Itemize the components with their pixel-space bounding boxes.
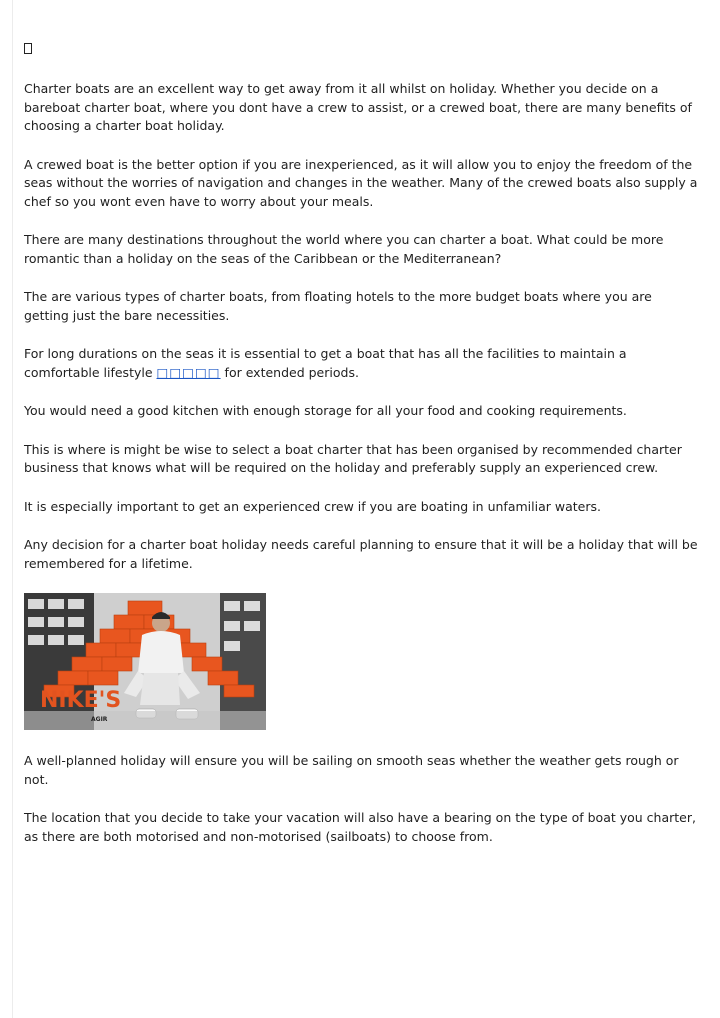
paragraph-9: Any decision for a charter boat holiday needs careful planning to ensure that it will be a holiday that will be remembered for a lifetime. xyxy=(24,537,698,571)
paragraph-4: The are various types of charter boats, from floating hotels to the more budget boats where you are getting just the bare necessities. xyxy=(24,289,652,323)
paragraph-10: A well-planned holiday will ensure you will be sailing on smooth seas whether the weather gets rough or not. xyxy=(24,753,679,787)
link-paragraph-after: for extended periods. xyxy=(220,364,359,380)
image-subtitle-text: AGIR xyxy=(91,716,108,723)
paragraph-2: A crewed boat is the better option if you are inexperienced, as it will allow you to enjoy the freedom of the seas without the worries of navigation and changes in the weather. Many of the crewed boats also supply a chef so you wont even have to worry about your meals. xyxy=(24,156,698,209)
inline-link[interactable]: □□□□□ xyxy=(156,364,221,380)
paragraph-7: This is where is might be wise to select a boat charter that has been organised by recommended charter business that knows what will be required on the holiday and preferably supply an experienced crew. xyxy=(24,441,682,475)
article-image xyxy=(24,593,266,730)
document-body xyxy=(24,44,700,866)
page-edge xyxy=(12,0,13,1018)
link-paragraph-before: For long durations on the seas it is essential to get a boat that has all the facilities to maintain a comfortable lifestyle xyxy=(24,346,627,380)
paragraph-1: Charter boats are an excellent way to get away from it all whilst on holiday. Whether you decide on a bareboat charter boat, where you dont have a crew to assist, or a crewed boat, there are many benefits of choosing a charter boat holiday. xyxy=(24,81,692,133)
article-image-art xyxy=(24,593,266,730)
image-title-text: NIKE'S xyxy=(40,688,122,713)
paragraph-with-link xyxy=(24,345,700,382)
paragraph-6: You would need a good kitchen with enough storage for all your food and cooking requirements. xyxy=(24,403,627,418)
paragraph-3: There are many destinations throughout the world where you can charter a boat. What could be more romantic than a holiday on the seas of the Caribbean or the Mediterranean? xyxy=(24,232,664,266)
paragraph-8: It is especially important to get an experienced crew if you are boating in unfamiliar waters. xyxy=(24,498,601,514)
paragraph-11: The location that you decide to take your vacation will also have a bearing on the type of boat you charter, as there are both motorised and non-motorised (sailboats) to choose from. xyxy=(24,810,696,844)
